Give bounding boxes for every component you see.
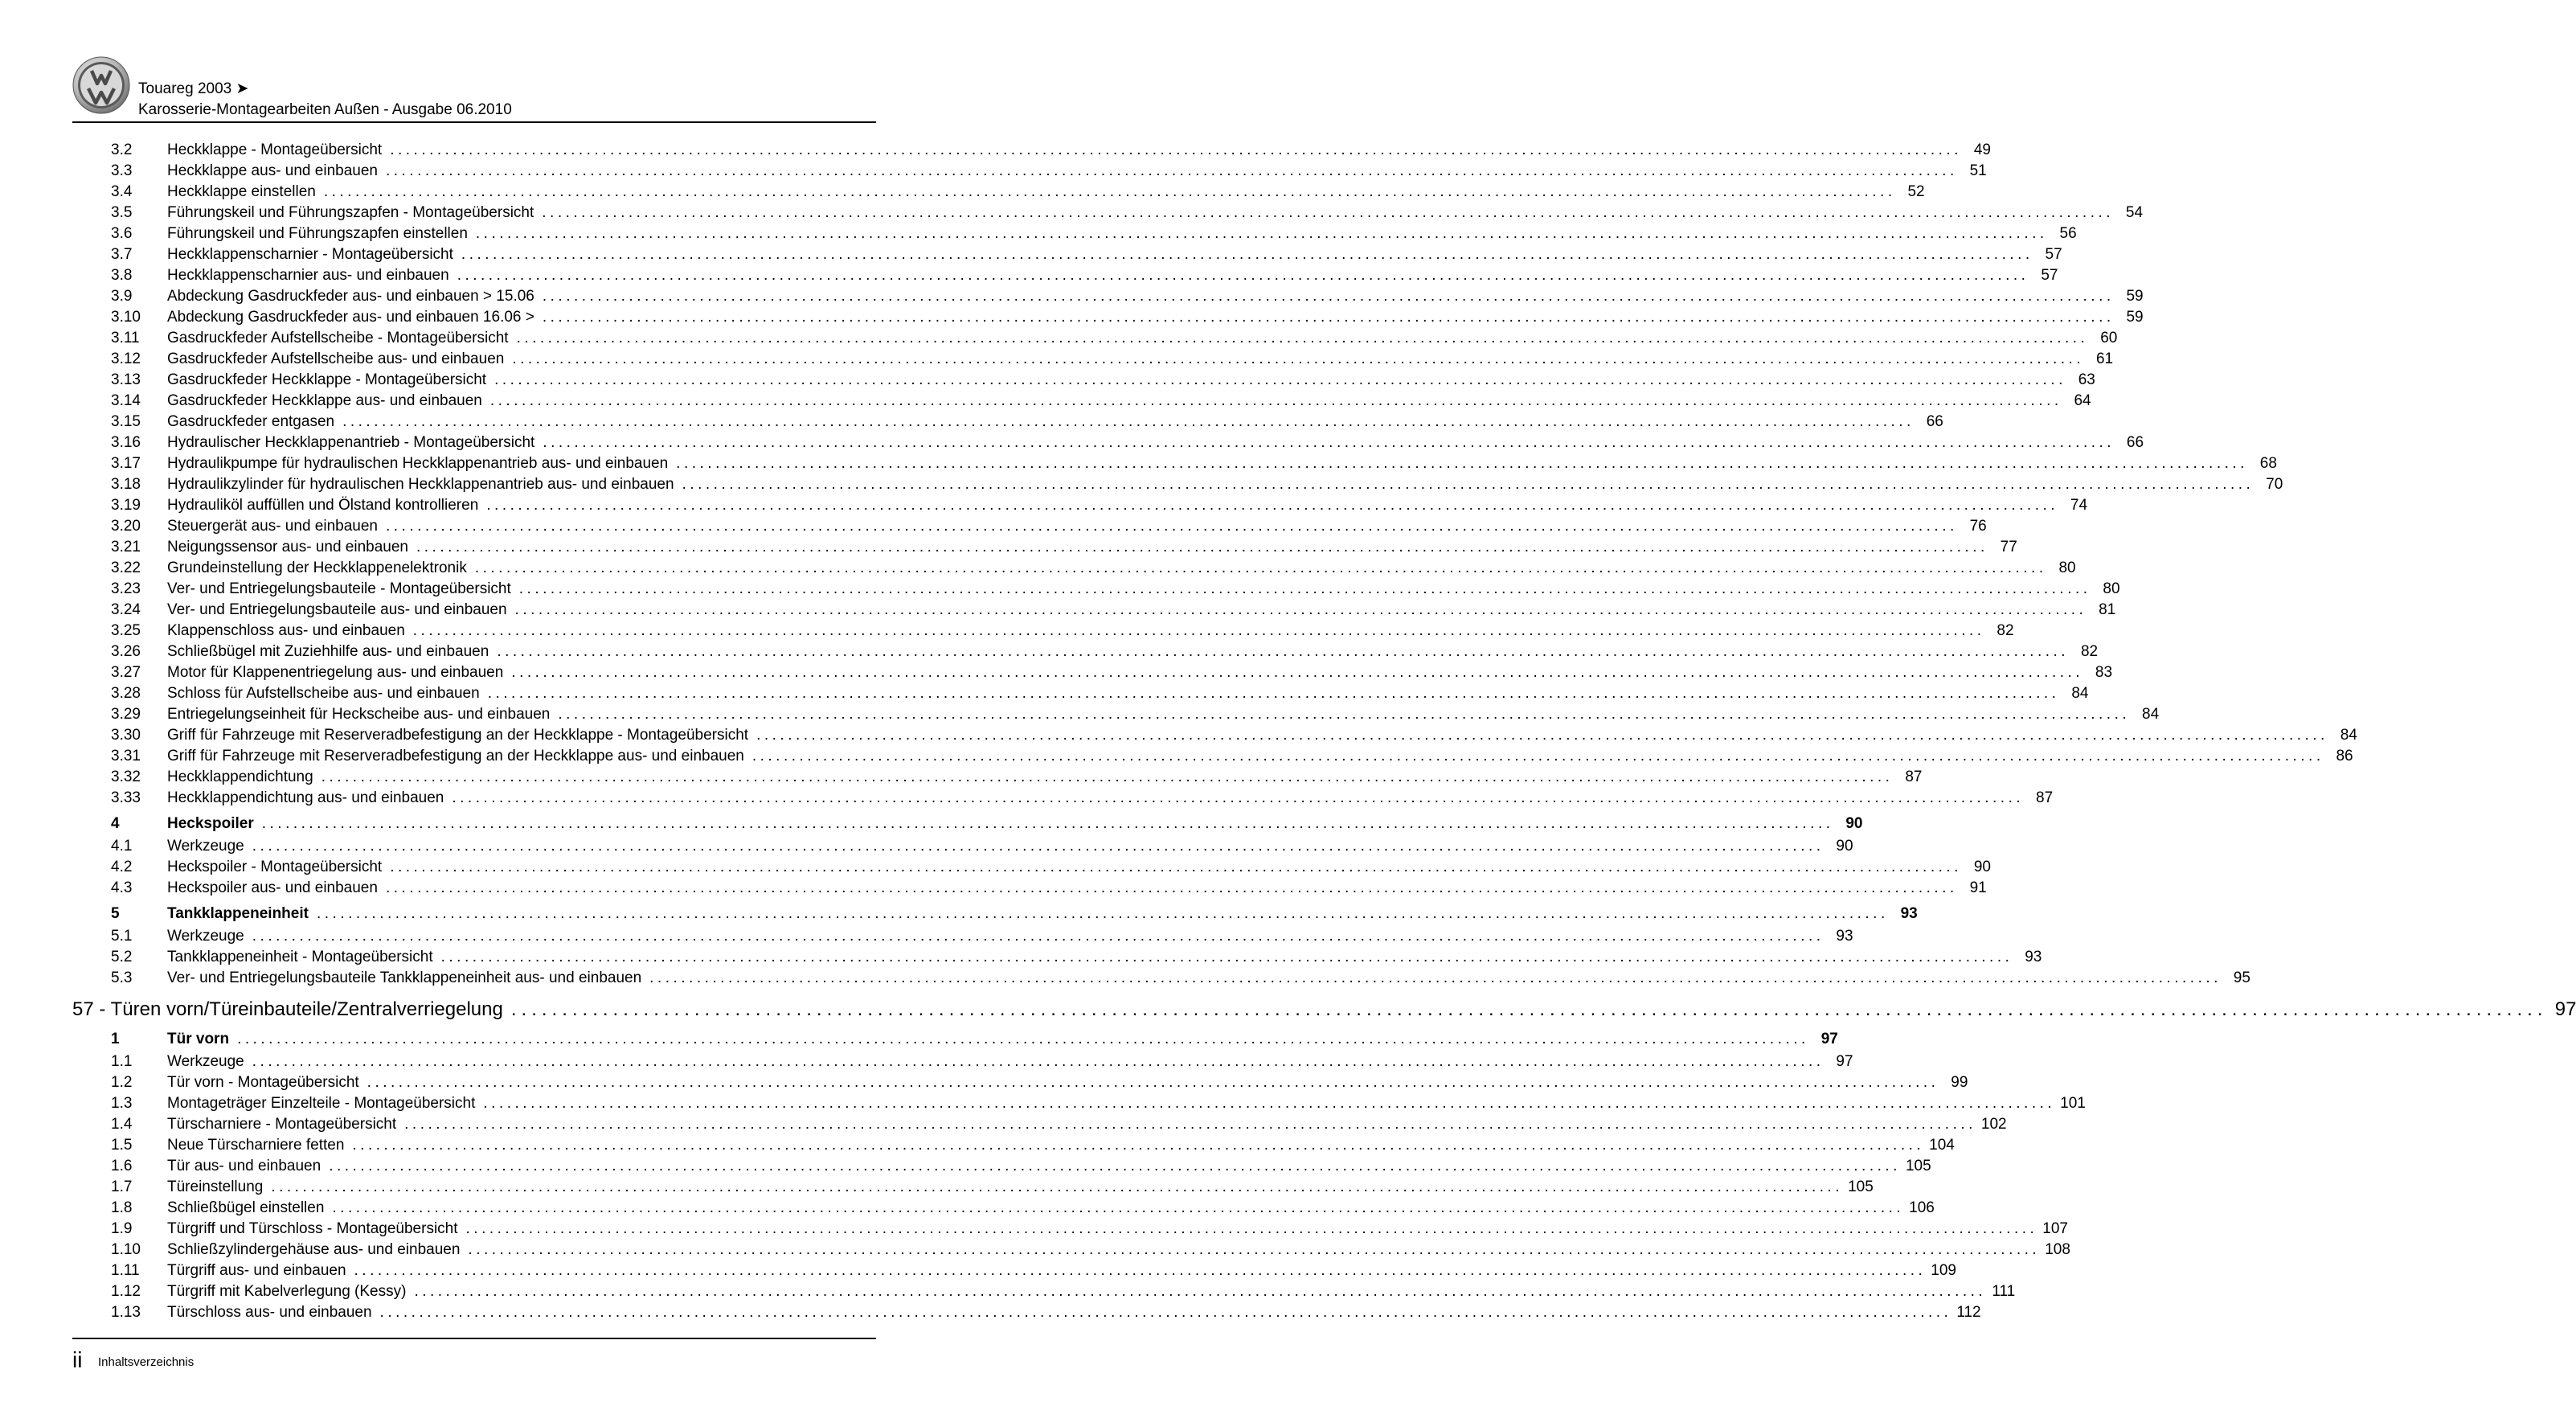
toc-entry-number: 3.18	[111, 476, 141, 493]
toc-entry-number: 1.10	[111, 1241, 141, 1258]
toc-entry[interactable]	[72, 307, 2144, 328]
toc-entry-page: 57	[2041, 267, 2058, 284]
dot-leader: ........................................................................................................................................................................................................	[354, 1262, 1927, 1279]
toc-entry-title: Heckklappenscharnier aus- und einbauen	[167, 267, 449, 284]
toc-entry[interactable]	[72, 1135, 1955, 1156]
toc-entry-title: Heckklappendichtung	[167, 769, 313, 785]
toc-entry-number: 5	[111, 905, 120, 922]
toc-entry-page: 87	[1905, 769, 1923, 785]
toc-entry-title: Gasdruckfeder Heckklappe aus- und einbauen	[167, 392, 482, 409]
toc-entry-page: 80	[2058, 559, 2076, 576]
toc-entry-title: Türscharniere - Montageübersicht	[167, 1116, 397, 1133]
dot-leader: ........................................................................................................................................................................................................	[682, 476, 2255, 493]
toc-entry-title: Schließzylindergehäuse aus- und einbauen	[167, 1241, 461, 1258]
dot-leader: ........................................................................................................................................................................................................	[252, 838, 1824, 855]
toc-entry-title: Montageträger Einzelteile - Montageübersicht	[167, 1095, 476, 1112]
toc-entry-number: 3.12	[111, 350, 141, 367]
toc-entry[interactable]	[72, 495, 2088, 516]
toc-entry[interactable]	[72, 1240, 2070, 1260]
toc-entry-page: 105	[1848, 1178, 1874, 1195]
toc-entry-title: Abdeckung Gasdruckfeder aus- und einbauen 16.06 >	[167, 309, 534, 326]
toc-entry[interactable]	[72, 662, 2113, 683]
toc-entry-page: 97	[1836, 1053, 1853, 1070]
toc-entry-number: 3.32	[111, 769, 141, 785]
toc-entry[interactable]	[72, 725, 2357, 746]
toc-entry-number: 1.11	[111, 1262, 140, 1279]
toc-entry-title: Grundeinstellung der Heckklappenelektronik	[167, 559, 467, 576]
footer-label: Inhaltsverzeichnis	[98, 1355, 195, 1369]
toc-entry-title: Türeinstellung	[167, 1178, 264, 1195]
dot-leader: ........................................................................................................................................................................................................	[440, 949, 2013, 965]
toc-section[interactable]	[72, 1027, 1838, 1051]
toc-entry-page: 84	[2340, 727, 2357, 744]
toc-entry-number: 3.30	[111, 727, 141, 744]
toc-entry-page: 95	[2233, 969, 2250, 986]
toc-entry[interactable]	[72, 474, 2283, 495]
toc-entry[interactable]	[72, 1051, 1853, 1072]
toc-entry-page: 63	[2078, 371, 2095, 388]
toc-entry[interactable]	[72, 286, 2144, 307]
toc-entry-page: 59	[2126, 309, 2144, 326]
toc-entry-number: 3.20	[111, 518, 141, 535]
toc-entry-title: Ver- und Entriegelungsbauteile Tankklappeneinheit aus- und einbauen	[167, 969, 642, 986]
toc-entry-number: 3.7	[111, 246, 133, 263]
toc-entry[interactable]	[72, 265, 2058, 286]
toc-entry-title: Hydraulikpumpe für hydraulischen Heckklappenantrieb aus- und einbauen	[167, 455, 669, 472]
toc-entry-page: 87	[2036, 789, 2054, 806]
toc-entry-title: Tür vorn - Montageübersicht	[167, 1074, 359, 1091]
toc-entry-title: Schloss für Aufstellscheibe aus- und einbauen	[167, 685, 480, 702]
toc-entry-title: Hydrauliköl auffüllen und Ölstand kontrollieren	[167, 497, 479, 514]
toc-entry-title: Hydraulikzylinder für hydraulischen Heckklappenantrieb aus- und einbauen	[167, 476, 674, 493]
toc-entry-number: 3.8	[111, 267, 133, 284]
toc-entry-page: 66	[1926, 413, 1943, 430]
toc-entry[interactable]	[72, 836, 1853, 857]
toc-entry-number: 1.9	[111, 1220, 133, 1237]
dot-leader: ........................................................................................................................................................................................................	[465, 1220, 2038, 1237]
toc-entry-page: 90	[1973, 859, 1991, 875]
toc-entry[interactable]	[72, 244, 2062, 265]
dot-leader: ........................................................................................................................................................................................................	[385, 518, 1958, 535]
dot-leader: ........................................................................................................................................................................................................	[512, 350, 2085, 367]
toc-entry[interactable]	[72, 878, 1987, 899]
toc-entry-page: 93	[2025, 949, 2042, 965]
dot-leader: ........................................................................................................................................................................................................	[252, 1053, 1824, 1070]
toc-entry-title: Führungskeil und Führungszapfen - Montageübersicht	[167, 204, 534, 221]
vw-logo-icon	[72, 56, 130, 114]
toc-entry-title: Heckklappe aus- und einbauen	[167, 162, 378, 179]
dot-leader: ........................................................................................................................................................................................................	[404, 1116, 1976, 1133]
toc-entry-page: 97	[2554, 998, 2576, 1020]
toc-entry-number: 1.5	[111, 1137, 133, 1154]
toc-entry-title: 57 - Türen vorn/Türeinbauteile/Zentralverriegelung	[72, 998, 503, 1020]
toc-entry-page: 91	[1969, 879, 1987, 896]
toc-entry-number: 4.3	[111, 879, 133, 896]
toc-entry[interactable]	[72, 1072, 1968, 1093]
toc-entry[interactable]	[72, 453, 2277, 474]
dot-leader: ........................................................................................................................................................................................................	[542, 204, 2115, 221]
toc-entry-number: 4.2	[111, 859, 133, 875]
toc-entry-number: 3.22	[111, 559, 141, 576]
toc-entry[interactable]	[72, 391, 2091, 412]
page-header	[72, 56, 876, 121]
toc-entry-page: 93	[1836, 928, 1853, 945]
dot-leader: ........................................................................................................................................................................................................	[543, 434, 2115, 451]
toc-entry-title: Hydraulischer Heckklappenantrieb - Montageübersicht	[167, 434, 535, 451]
dot-leader: ........................................................................................................................................................................................................	[494, 371, 2066, 388]
toc-entry[interactable]	[72, 1260, 1956, 1281]
dot-leader: ........................................................................................................................................................................................................	[390, 859, 1962, 875]
toc-entry-page: 102	[1980, 1116, 2007, 1133]
toc-entry-number: 4.1	[111, 838, 133, 855]
toc-entry-title: Entriegelungseinheit für Heckscheibe aus- und einbauen	[167, 706, 551, 723]
toc-entry-title: Werkzeuge	[167, 838, 244, 855]
dot-leader: ........................................................................................................................................................................................................	[474, 559, 2047, 576]
toc-entry[interactable]	[72, 182, 1925, 203]
toc-entry-page: 57	[2045, 246, 2062, 263]
toc-entry-page: 99	[1951, 1074, 1968, 1091]
toc-entry-number: 3.14	[111, 392, 141, 409]
toc-entry[interactable]	[72, 1156, 1931, 1177]
toc-entry-title: Neigungssensor aus- und einbauen	[167, 539, 408, 555]
toc-entry[interactable]	[72, 600, 2116, 621]
dot-leader: ........................................................................................................................................................................................................	[483, 1095, 2056, 1112]
toc-entry-page: 76	[1969, 518, 1987, 535]
toc-entry-page: 101	[2060, 1095, 2086, 1112]
toc-entry-number: 5.2	[111, 949, 133, 965]
toc-entry-page: 107	[2042, 1220, 2068, 1237]
toc-entry-number: 3.29	[111, 706, 141, 723]
toc-entry-page: 59	[2126, 288, 2144, 305]
toc-entry-title: Schließbügel einstellen	[167, 1199, 325, 1216]
toc-entry[interactable]	[72, 767, 1923, 788]
toc-entry[interactable]	[72, 223, 2077, 244]
toc-entry-number: 3.15	[111, 413, 141, 430]
document-title: Touareg 2003 ➤	[138, 80, 249, 97]
toc-section[interactable]	[72, 902, 1918, 926]
toc-entry-number: 3.28	[111, 685, 141, 702]
toc-entry[interactable]	[72, 704, 2160, 725]
toc-entry-title: Schließbügel mit Zuziehhilfe aus- und einbauen	[167, 643, 489, 660]
dot-leader: ........................................................................................................................................................................................................	[676, 455, 2248, 472]
toc-entry-page: 82	[2080, 643, 2099, 660]
toc-entry-title: Heckklappe - Montageübersicht	[167, 141, 383, 158]
toc-entry-title: Heckspoiler - Montageübersicht	[167, 859, 383, 875]
toc-entry-page: 51	[1969, 162, 1987, 179]
dot-leader: ........................................................................................................................................................................................................	[487, 685, 2060, 702]
toc-entry[interactable]	[72, 968, 2250, 989]
toc-chapter[interactable]	[72, 995, 2576, 1024]
toc-entry-number: 3.2	[111, 141, 133, 158]
toc-entry-page: 93	[1900, 905, 1918, 922]
toc-entry[interactable]	[72, 746, 2353, 767]
toc-entry-title: Steuergerät aus- und einbauen	[167, 518, 378, 535]
toc-entry-number: 1.2	[111, 1074, 133, 1091]
toc-entry[interactable]	[72, 328, 2118, 349]
toc-entry-number: 3.21	[111, 539, 141, 555]
toc-entry-title: Tankklappeneinheit	[167, 905, 309, 922]
dot-leader: ........................................................................................................................................................................................................	[412, 622, 1985, 639]
toc-entry-number: 3.31	[111, 748, 141, 764]
dot-leader: ........................................................................................................................................................................................................	[261, 815, 1834, 832]
toc-entry-title: Türschloss aus- und einbauen	[167, 1304, 372, 1321]
toc-entry-title: Klappenschloss aus- und einbauen	[167, 622, 405, 639]
toc-entry-title: Griff für Fahrzeuge mit Reserveradbefestigung an der Heckklappe aus- und einbauen	[167, 748, 744, 764]
dot-leader: ........................................................................................................................................................................................................	[342, 413, 1915, 430]
toc-entry[interactable]	[72, 349, 2114, 370]
toc-entry-page: 82	[1997, 622, 2014, 639]
toc-entry-page: 64	[2074, 392, 2091, 409]
dot-leader: ........................................................................................................................................................................................................	[516, 330, 2089, 346]
toc-entry[interactable]	[72, 947, 2042, 968]
toc-entry-number: 3.16	[111, 434, 141, 451]
toc-entry-number: 3.33	[111, 789, 141, 806]
toc-entry-number: 1.7	[111, 1178, 133, 1195]
toc-entry-title: Führungskeil und Führungszapfen einstellen	[167, 225, 468, 242]
toc-entry-title: Heckspoiler aus- und einbauen	[167, 879, 378, 896]
toc-entry-number: 3.10	[111, 309, 141, 326]
dot-leader: ........................................................................................................................................................................................................	[457, 267, 2029, 284]
dot-leader: ........................................................................................................................................................................................................	[385, 879, 1958, 896]
toc-entry-number: 3.6	[111, 225, 133, 242]
toc-entry-number: 3.19	[111, 497, 141, 514]
toc-entry-page: 109	[1931, 1262, 1956, 1279]
toc-entry-title: Gasdruckfeder Aufstellscheibe - Montageübersicht	[167, 330, 509, 346]
toc-entry-page: 77	[2000, 539, 2017, 555]
footer-page-number: ii	[72, 1347, 83, 1372]
toc-entry[interactable]	[72, 412, 1943, 432]
toc-entry[interactable]	[72, 926, 1853, 947]
dot-leader: ........................................................................................................................................................................................................	[468, 1241, 2041, 1258]
toc-entry-page: 83	[2095, 664, 2113, 681]
toc-entry-page: 80	[2103, 580, 2120, 597]
dot-leader: ........................................................................................................................................................................................................	[475, 225, 2048, 242]
toc-entry-title: Gasdruckfeder Heckklappe - Montageübersicht	[167, 371, 487, 388]
toc-entry-number: 1.13	[111, 1304, 141, 1321]
toc-entry-page: 49	[1973, 141, 1991, 158]
toc-entry[interactable]	[72, 203, 2144, 223]
toc-entry-page: 54	[2125, 204, 2144, 221]
toc-entry-page: 56	[2059, 225, 2077, 242]
dot-leader: ........................................................................................................................................................................................................	[497, 643, 2070, 660]
dot-leader: ........................................................................................................................................................................................................	[452, 789, 2025, 806]
dot-leader: ........................................................................................................................................................................................................	[511, 664, 2084, 681]
toc-entry[interactable]	[72, 641, 2099, 662]
toc-entry-number: 3.4	[111, 183, 133, 200]
toc-entry-title: Werkzeuge	[167, 1053, 244, 1070]
dot-leader: ........................................................................................................................................................................................................	[510, 998, 2548, 1020]
toc-entry-page: 74	[2070, 497, 2088, 514]
header-divider	[72, 121, 876, 123]
toc-entry-title: Ver- und Entriegelungsbauteile aus- und einbauen	[167, 601, 507, 618]
toc-entry-title: Tür vorn	[167, 1031, 230, 1047]
toc-entry[interactable]	[72, 1219, 2068, 1240]
toc-entry-number: 4	[111, 815, 120, 832]
toc-entry[interactable]	[72, 788, 2054, 809]
toc-entry-page: 106	[1909, 1199, 1935, 1216]
toc-entry[interactable]	[72, 857, 1991, 878]
toc-entry[interactable]	[72, 1177, 1874, 1198]
toc-entry-title: Motor für Klappenentriegelung aus- und einbauen	[167, 664, 504, 681]
toc-entry-page: 84	[2142, 706, 2160, 723]
toc-entry-page: 104	[1929, 1137, 1955, 1154]
toc-entry[interactable]	[72, 140, 1991, 161]
dot-leader: ........................................................................................................................................................................................................	[390, 141, 1962, 158]
toc-entry-title: Türgriff mit Kabelverlegung (Kessy)	[167, 1283, 407, 1300]
toc-entry[interactable]	[72, 683, 2089, 704]
toc-entry[interactable]	[72, 537, 2017, 558]
toc-entry-page: 90	[1845, 815, 1863, 832]
toc-entry-number: 1.12	[111, 1283, 141, 1300]
dot-leader: ........................................................................................................................................................................................................	[542, 288, 2115, 305]
toc-entry[interactable]	[72, 579, 2120, 600]
toc-entry-title: Neue Türscharniere fetten	[167, 1137, 345, 1154]
toc-entry-title: Heckklappenscharnier - Montageübersicht	[167, 246, 453, 263]
dot-leader: ........................................................................................................................................................................................................	[489, 392, 2062, 409]
toc-entry[interactable]	[72, 1114, 2007, 1135]
dot-leader: ........................................................................................................................................................................................................	[352, 1137, 1925, 1154]
toc-entry-title: Griff für Fahrzeuge mit Reserveradbefestigung an der Heckklappe - Montageübersicht	[167, 727, 749, 744]
toc-entry-number: 1.1	[111, 1053, 133, 1070]
toc-entry-number: 3.27	[111, 664, 141, 681]
toc-entry[interactable]	[72, 1302, 1981, 1323]
toc-entry-number: 3.9	[111, 288, 133, 305]
toc-entry-page: 84	[2071, 685, 2089, 702]
toc-entry-number: 3.25	[111, 622, 141, 639]
dot-leader: ........................................................................................................................................................................................................	[416, 539, 1988, 555]
toc-entry-page: 81	[2099, 601, 2116, 618]
toc-entry-title: Ver- und Entriegelungsbauteile - Montageübersicht	[167, 580, 511, 597]
toc-entry-number: 3.24	[111, 601, 141, 618]
dot-leader: ........................................................................................................................................................................................................	[323, 183, 1896, 200]
toc-entry[interactable]	[72, 1198, 1935, 1219]
toc-entry-number: 1.4	[111, 1116, 133, 1133]
toc-entry-number: 5.1	[111, 928, 133, 945]
toc-section[interactable]	[72, 812, 1863, 836]
toc-entry[interactable]	[72, 621, 2014, 641]
dot-leader: ........................................................................................................................................................................................................	[649, 969, 2222, 986]
table-of-contents	[72, 140, 2576, 1323]
toc-entry-page: 52	[1907, 183, 1925, 200]
toc-entry-title: Heckspoiler	[167, 815, 254, 832]
toc-entry-page: 70	[2266, 476, 2283, 493]
dot-leader: ........................................................................................................................................................................................................	[367, 1074, 1939, 1091]
toc-entry-page: 60	[2100, 330, 2118, 346]
dot-leader: ........................................................................................................................................................................................................	[514, 601, 2087, 618]
toc-entry-title: Gasdruckfeder entgasen	[167, 413, 335, 430]
toc-entry[interactable]	[72, 1093, 2086, 1114]
toc-entry-page: 90	[1836, 838, 1853, 855]
toc-entry-title: Abdeckung Gasdruckfeder aus- und einbauen > 15.06	[167, 288, 534, 305]
dot-leader: ........................................................................................................................................................................................................	[329, 1158, 1901, 1174]
toc-entry-number: 1	[111, 1031, 120, 1047]
toc-entry-title: Tankklappeneinheit - Montageübersicht	[167, 949, 433, 965]
dot-leader: ........................................................................................................................................................................................................	[414, 1283, 1987, 1300]
document-subtitle: Karosserie-Montagearbeiten Außen - Ausgabe 06.2010	[138, 101, 512, 118]
toc-entry-title: Tür aus- und einbauen	[167, 1158, 321, 1174]
dot-leader: ........................................................................................................................................................................................................	[316, 905, 1889, 922]
toc-entry-number: 3.3	[111, 162, 133, 179]
dot-leader: ........................................................................................................................................................................................................	[518, 580, 2091, 597]
toc-entry-number: 3.5	[111, 204, 133, 221]
dot-leader: ........................................................................................................................................................................................................	[252, 928, 1824, 945]
toc-entry-page: 111	[1992, 1283, 2016, 1300]
toc-entry-title: Türgriff aus- und einbauen	[167, 1262, 346, 1279]
toc-entry-page: 108	[2045, 1241, 2070, 1258]
toc-entry[interactable]	[72, 558, 2076, 579]
dot-leader: ........................................................................................................................................................................................................	[542, 309, 2115, 326]
toc-entry-page: 68	[2259, 455, 2277, 472]
dot-leader: ........................................................................................................................................................................................................	[237, 1031, 1809, 1047]
toc-entry-number: 3.13	[111, 371, 141, 388]
toc-entry-title: Heckklappendichtung aus- und einbauen	[167, 789, 444, 806]
dot-leader: ........................................................................................................................................................................................................	[379, 1304, 1952, 1321]
toc-entry-number: 1.3	[111, 1095, 133, 1112]
dot-leader: ........................................................................................................................................................................................................	[271, 1178, 1844, 1195]
toc-entry-number: 3.23	[111, 580, 141, 597]
toc-entry-number: 3.26	[111, 643, 141, 660]
dot-leader: ........................................................................................................................................................................................................	[321, 769, 1894, 785]
toc-entry-page: 112	[1956, 1304, 1981, 1321]
toc-entry-title: Heckklappe einstellen	[167, 183, 316, 200]
dot-leader: ........................................................................................................................................................................................................	[461, 246, 2033, 263]
dot-leader: ........................................................................................................................................................................................................	[558, 706, 2131, 723]
dot-leader: ........................................................................................................................................................................................................	[756, 727, 2328, 744]
toc-entry[interactable]	[72, 516, 1987, 537]
dot-leader: ........................................................................................................................................................................................................	[486, 497, 2059, 514]
dot-leader: ........................................................................................................................................................................................................	[752, 748, 2324, 764]
toc-entry[interactable]	[72, 161, 1987, 182]
toc-entry-page: 97	[1820, 1031, 1838, 1047]
toc-entry-title: Türgriff und Türschloss - Montageübersicht	[167, 1220, 458, 1237]
toc-entry-page: 86	[2336, 748, 2353, 764]
toc-entry-page: 105	[1905, 1158, 1931, 1174]
toc-entry-page: 66	[2126, 434, 2144, 451]
toc-entry-title: Gasdruckfeder Aufstellscheibe aus- und einbauen	[167, 350, 505, 367]
dot-leader: ........................................................................................................................................................................................................	[332, 1199, 1905, 1216]
toc-entry-number: 5.3	[111, 969, 133, 986]
footer-divider	[72, 1338, 876, 1339]
toc-entry-number: 3.17	[111, 455, 141, 472]
toc-entry-title: Werkzeuge	[167, 928, 244, 945]
toc-entry-number: 1.6	[111, 1158, 133, 1174]
toc-entry-page: 61	[2095, 350, 2114, 367]
toc-entry-number: 3.11	[111, 330, 140, 346]
dot-leader: ........................................................................................................................................................................................................	[385, 162, 1958, 179]
toc-entry[interactable]	[72, 1281, 2016, 1302]
toc-entry[interactable]	[72, 370, 2095, 391]
toc-entry[interactable]	[72, 432, 2144, 453]
toc-entry-number: 1.8	[111, 1199, 133, 1216]
